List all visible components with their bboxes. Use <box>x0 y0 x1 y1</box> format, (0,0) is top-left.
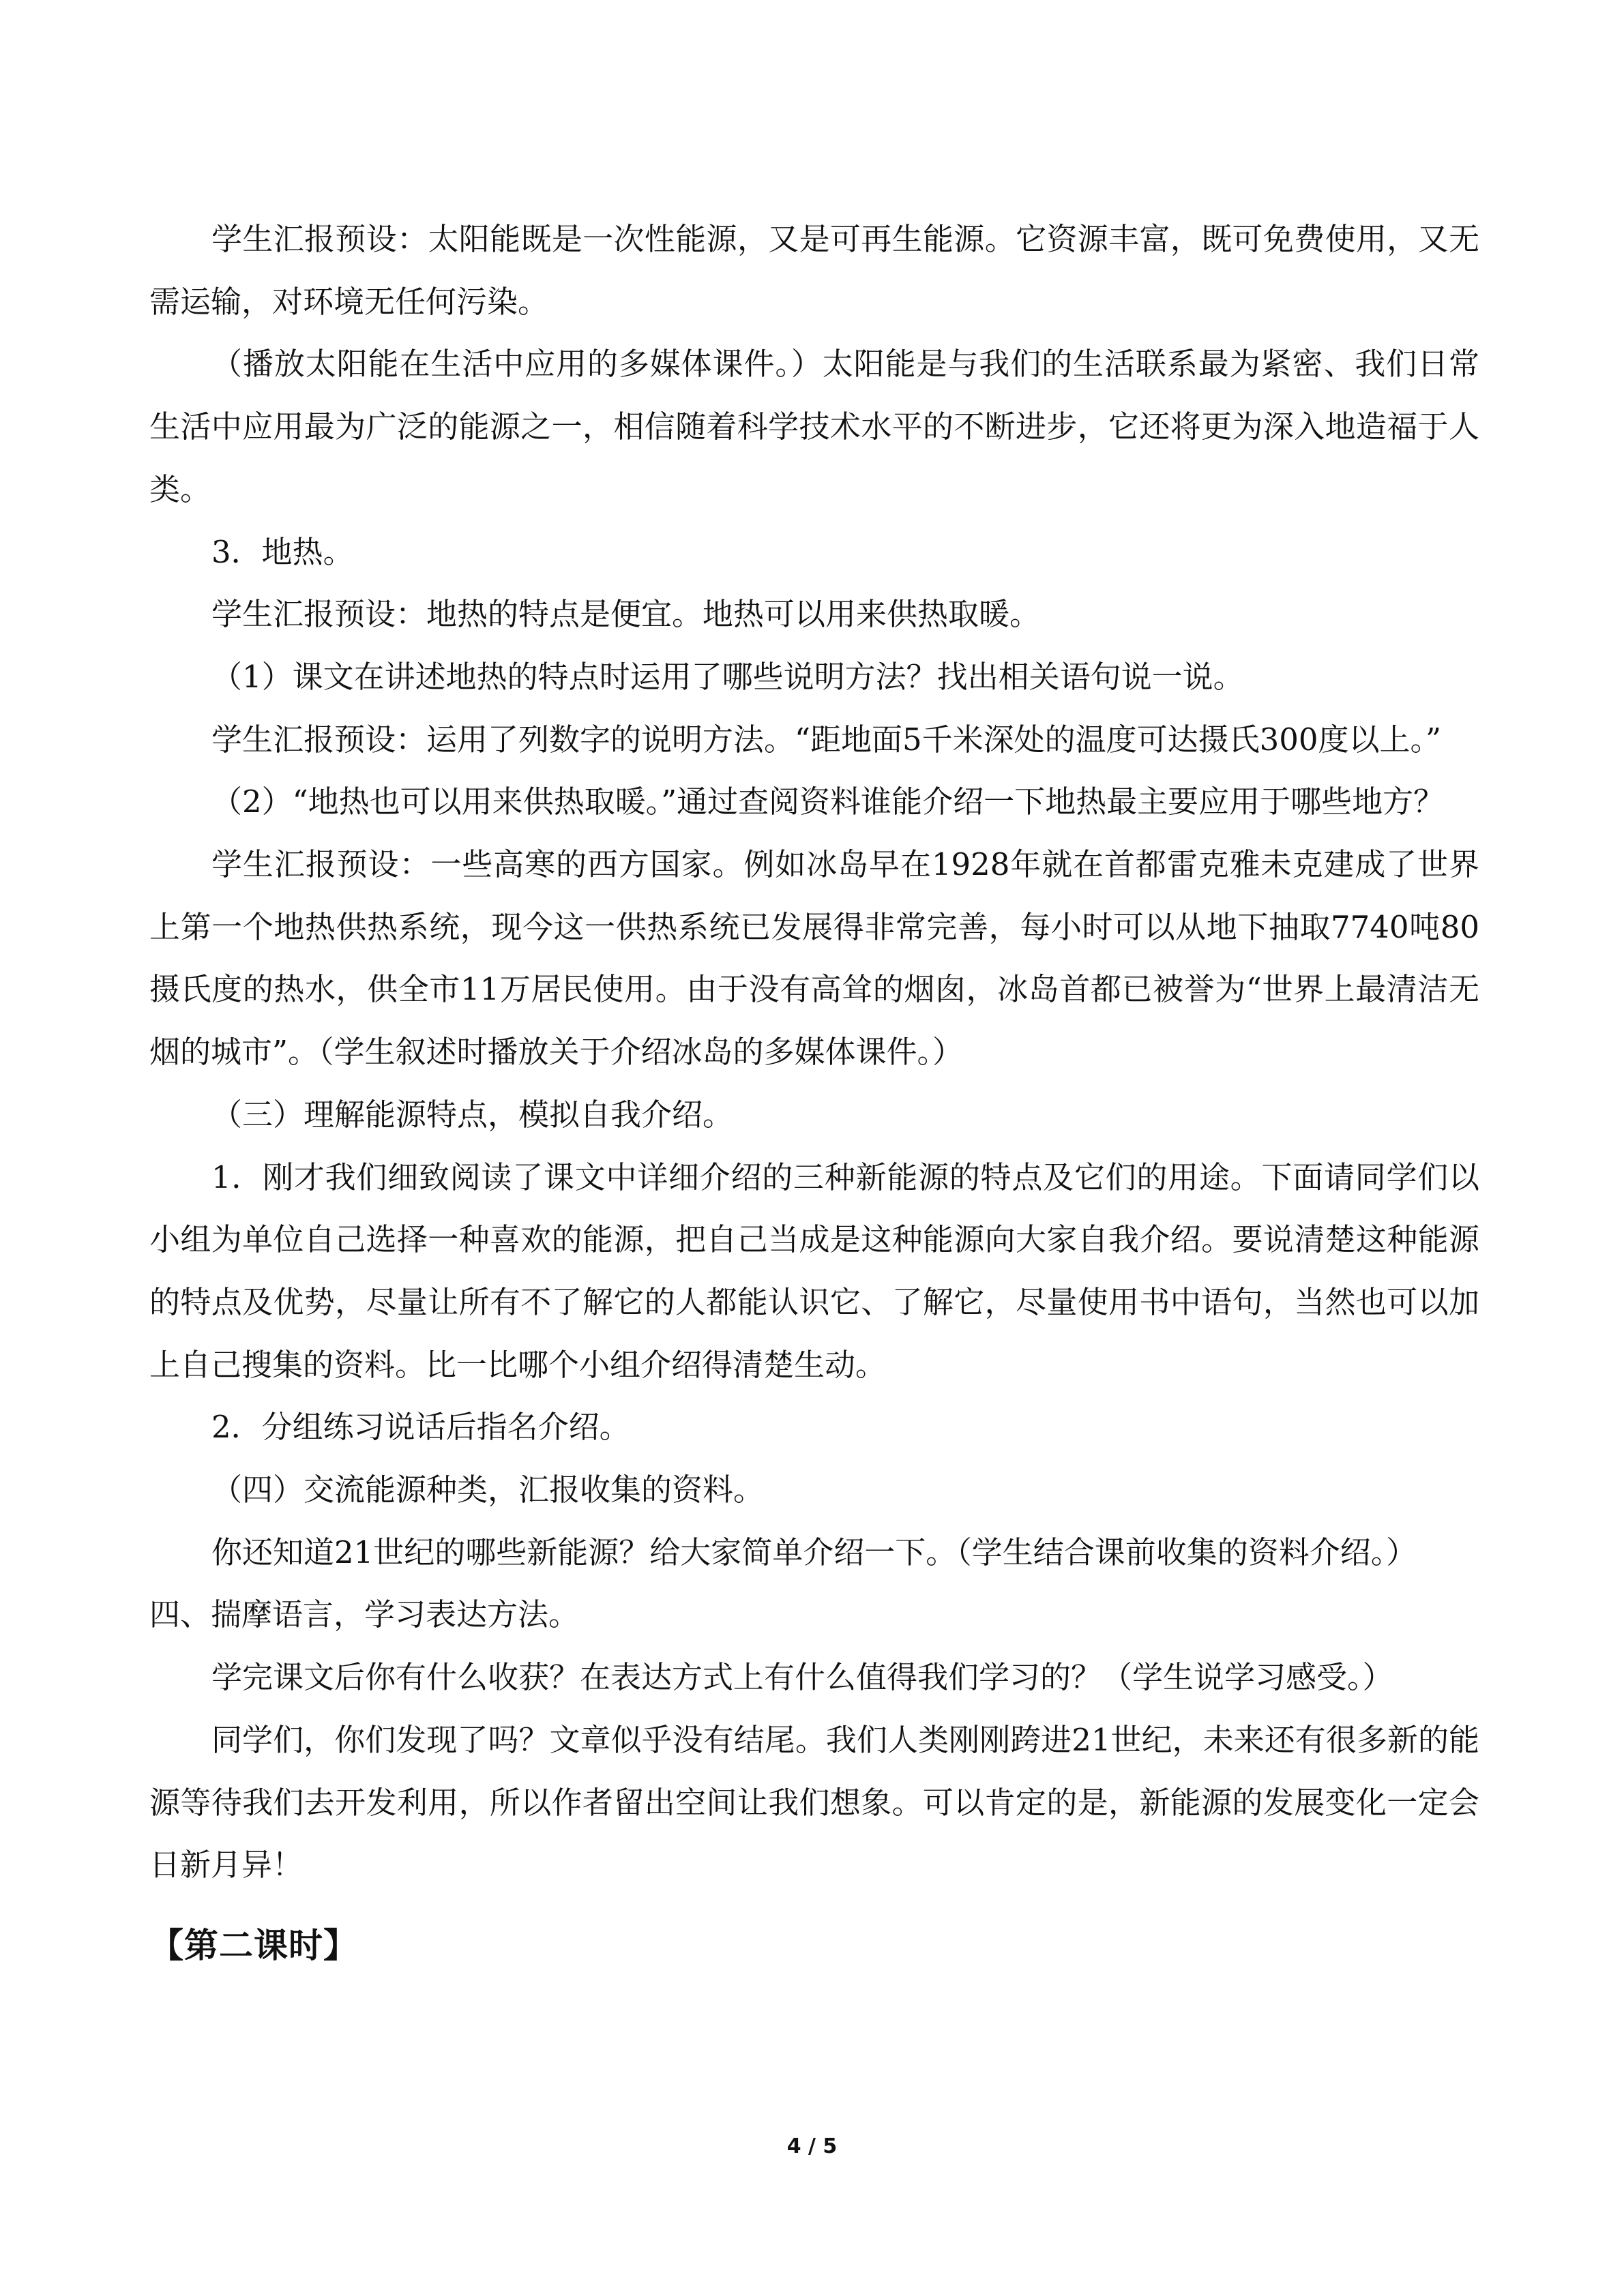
paragraph-new-energy-question: 你还知道21世纪的哪些新能源？给大家简单介绍一下。（学生结合课前收集的资料介绍。） <box>211 1534 1417 1570</box>
section-heading-second-lesson: 【第二课时】 <box>149 1925 358 1965</box>
paragraph-section-four: （四）交流能源种类，汇报收集的资料。 <box>211 1472 765 1508</box>
paragraph-group-practice: 2．分组练习说话后指名介绍。 <box>211 1409 630 1446</box>
paragraph-geothermal-report: 学生汇报预设：地热的特点是便宜。地热可以用来供热取暖。 <box>211 596 1041 633</box>
paragraph-learning-gains: 学完课文后你有什么收获？在表达方式上有什么值得我们学习的？（学生说学习感受。） <box>211 1659 1393 1696</box>
paragraph-solar-multimedia: （播放太阳能在生活中应用的多媒体课件。）太阳能是与我们的生活联系最为紧密、我们日常生活中应用最为广泛的能源之一，相信随着科学技术水平的不断进步，它还将更为深入地造福于人类。 <box>149 346 1479 507</box>
paragraph-question-1: （1）课文在讲述地热的特点时运用了哪些说明方法？找出相关语句说一说。 <box>211 658 1244 695</box>
paragraph-question-2: （2）“地热也可以用来供热取暖。”通过查阅资料谁能介绍一下地热最主要应用于哪些地方？ <box>211 784 1445 820</box>
paragraph-conclusion: 同学们，你们发现了吗？文章似乎没有结尾。我们人类刚刚跨进21世纪，未来还有很多新的能源等待我们去开发利用，所以作者留出空间让我们想象。可以肯定的是，新能源的发展变化一定会日新月异！ <box>149 1721 1479 1883</box>
paragraph-answer-2: 学生汇报预设：一些高寒的西方国家。例如冰岛早在1928年就在首都雷克雅未克建成了世界上第一个地热供热系统，现今这一供热系统已发展得非常完善，每小时可以从地下抽取7740吨80摄氏度的热水，供全市11万居民使用。由于没有高耸的烟囱，冰岛首都已被誉为“世界上最清洁无烟的城市”。（学生叙述时播放关于介绍冰岛的多媒体课件。） <box>149 846 1479 1071</box>
paragraph-answer-1: 学生汇报预设：运用了列数字的说明方法。“距地面5千米深处的温度可达摄氏300度以上。” <box>211 721 1442 758</box>
paragraph-geothermal-title: 3．地热。 <box>211 533 354 570</box>
paragraph-part-four-heading: 四、揣摩语言，学习表达方法。 <box>149 1596 580 1633</box>
page-content <box>149 208 1479 1966</box>
paragraph-solar-report: 学生汇报预设：太阳能既是一次性能源，又是可再生能源。它资源丰富，既可免费使用，又无需运输，对环境无任何污染。 <box>149 221 1479 320</box>
paragraph-section-three: （三）理解能源特点，模拟自我介绍。 <box>211 1096 734 1133</box>
paragraph-self-intro-task: 1．刚才我们细致阅读了课文中详细介绍的三种新能源的特点及它们的用途。下面请同学们以小组为单位自己选择一种喜欢的能源，把自己当成是这种能源向大家自我介绍。要说清楚这种能源的特点及优势，尽量让所有不了解它的人都能认识它、了解它，尽量使用书中语句，当然也可以加上自己搜集的资料。比一比哪个小组介绍得清楚生动。 <box>149 1159 1479 1383</box>
page-number: 4 / 5 <box>786 2134 838 2158</box>
